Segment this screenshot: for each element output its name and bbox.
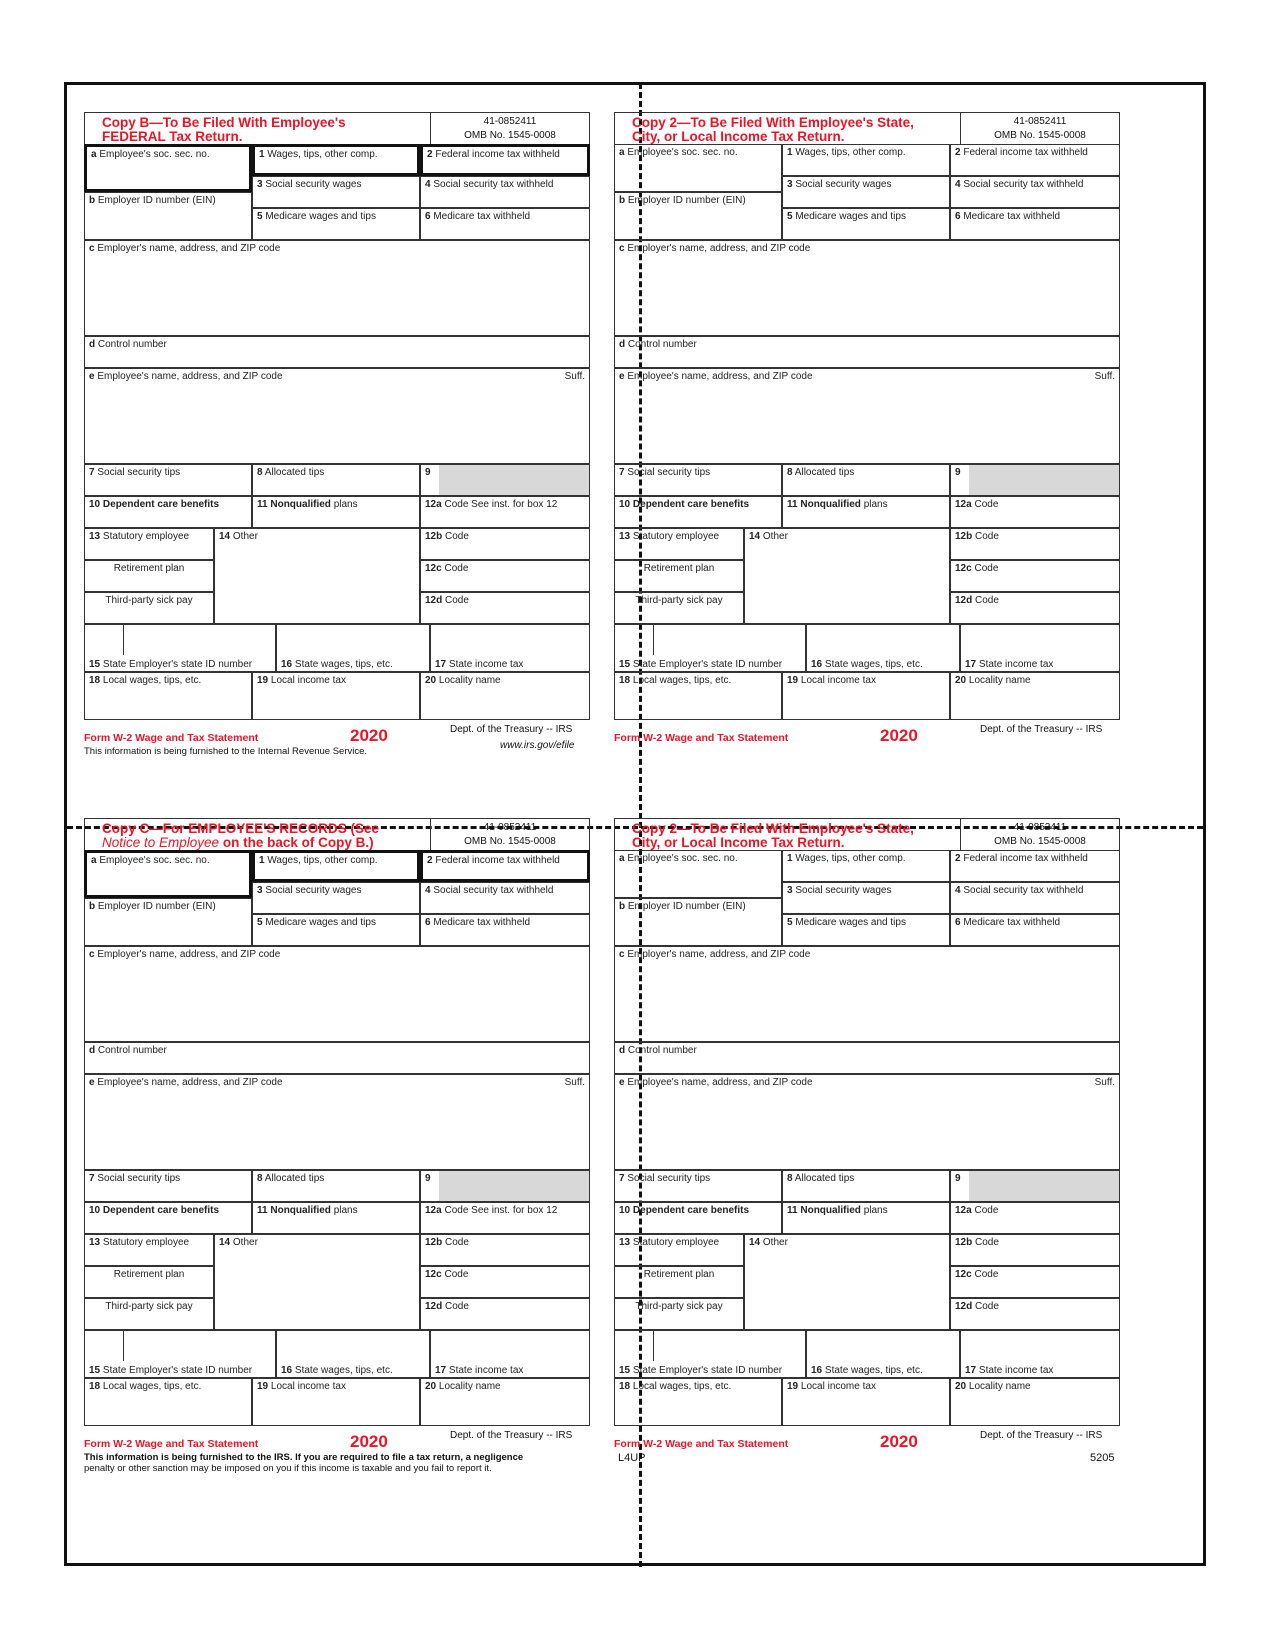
omb-number: OMB No. 1545-0008 [994,836,1086,847]
box-13-statutory[interactable]: 13 Statutory employee [614,528,744,560]
box-20-locality[interactable]: 20 Locality name [420,1378,590,1426]
ein-number: 41-0852411 [483,822,537,833]
box-d-control[interactable]: d Control number [614,1042,1120,1074]
ein-number: 41-0852411 [1013,822,1067,833]
box-3-ss-wages[interactable]: 3 Social security wages [252,176,420,208]
box-7-ss-tips[interactable]: 7 Social security tips [614,1170,782,1202]
box-12c[interactable]: 12c Code [420,560,590,592]
box-14-other[interactable]: 14 Other [214,528,420,624]
box-9-shaded [969,1171,1119,1201]
form-number: 5205 [1090,1452,1115,1464]
box-7-ss-tips[interactable]: 7 Social security tips [84,1170,252,1202]
box-7-ss-tips[interactable]: 7 Social security tips [614,464,782,496]
box-9-shaded [969,465,1119,495]
box-19-local-tax[interactable]: 19 Local income tax [782,672,950,720]
suffix-label: Suff. [564,1077,585,1088]
tax-year: 2020 [880,726,918,745]
box-20-locality[interactable]: 20 Locality name [950,1378,1120,1426]
header-right [960,818,1120,850]
box-e-employee[interactable]: e Employee's name, address, and ZIP code Suff. [614,368,1120,464]
treasury-label: Dept. of the Treasury -- IRS [980,724,1103,735]
box-13-third-party[interactable]: Third-party sick pay [84,1298,214,1330]
box-d-control[interactable]: d Control number [84,1042,590,1074]
box-15-state[interactable]: 15 State Employer's state ID number [614,624,806,672]
box-c-employer[interactable]: c Employer's name, address, and ZIP code [614,946,1120,1042]
box-15-state[interactable]: 15 State Employer's state ID number [84,624,276,672]
box-a-ssn[interactable]: a Employee's soc. sec. no. [84,144,252,192]
title-line-2: FEDERAL Tax Return. [102,129,243,144]
box-13-statutory[interactable]: 13 Statutory employee [614,1234,744,1266]
box-b-ein[interactable]: b Employer ID number (EIN) [614,898,782,946]
irs-efile-link[interactable]: www.irs.gov/efile [500,740,575,751]
box-15-state[interactable]: 15 State Employer's state ID number [614,1330,806,1378]
w2-copy-b [84,112,614,757]
box-a-ssn[interactable]: a Employee's soc. sec. no. [84,850,252,898]
copy-title [632,822,962,850]
box-9-shaded [439,1171,589,1201]
box-d-control[interactable]: d Control number [614,336,1120,368]
box-10-dependent-care[interactable]: 10 Dependent care benefits [84,1202,252,1234]
box-11-nonqualified[interactable]: 11 Nonqualified plans [252,496,420,528]
copy-title [102,822,432,850]
box-4-ss-tax[interactable]: 4 Social security tax withheld [950,882,1120,914]
form-name: Form W-2 Wage and Tax Statement [614,732,789,744]
box-5-medicare-wages[interactable]: 5 Medicare wages and tips [782,208,950,240]
box-c-employer[interactable]: c Employer's name, address, and ZIP code [84,946,590,1042]
box-17-state-tax[interactable]: 17 State income tax [960,1330,1120,1378]
box-13-third-party[interactable]: Third-party sick pay [84,592,214,624]
box-20-locality[interactable]: 20 Locality name [420,672,590,720]
box-15-divider [123,625,124,655]
box-1-wages[interactable]: 1 Wages, tips, other comp. [782,144,950,176]
box-b-ein[interactable]: b Employer ID number (EIN) [84,898,252,946]
tax-year: 2020 [350,726,388,745]
box-b-ein[interactable]: b Employer ID number (EIN) [84,192,252,240]
box-e-employee[interactable]: e Employee's name, address, and ZIP code Suff. [84,368,590,464]
box-19-local-tax[interactable]: 19 Local income tax [252,672,420,720]
box-a-ssn[interactable]: a Employee's soc. sec. no. [614,144,782,192]
box-12b[interactable]: 12b Code [420,528,590,560]
box-12c[interactable]: 12c Code [420,1266,590,1298]
box-8-allocated-tips[interactable]: 8 Allocated tips [782,1170,950,1202]
title-line-1: Copy C—For EMPLOYEE'S RECORDS (See [102,821,380,836]
box-4-ss-tax[interactable]: 4 Social security tax withheld [420,882,590,914]
treasury-label: Dept. of the Treasury -- IRS [450,724,573,735]
box-12-note: See inst. for box 12 [471,499,558,510]
box-17-state-tax[interactable]: 17 State income tax [430,624,590,672]
box-15-divider [123,1331,124,1361]
box-c-employer[interactable]: c Employer's name, address, and ZIP code [84,240,590,336]
header-right [960,112,1120,144]
box-16-state-wages[interactable]: 16 State wages, tips, etc. [806,624,960,672]
ein-number: 41-0852411 [1013,116,1067,127]
box-6-medicare-tax[interactable]: 6 Medicare tax withheld [950,914,1120,946]
box-18-local-wages[interactable]: 18 Local wages, tips, etc. [614,672,782,720]
box-15-divider [653,625,654,655]
box-9: 9 [420,1170,590,1202]
box-12c[interactable]: 12c Code [950,560,1120,592]
box-1-wages[interactable]: 1 Wages, tips, other comp. [252,144,420,176]
box-5-medicare-wages[interactable]: 5 Medicare wages and tips [252,208,420,240]
box-2-federal-tax[interactable]: 2 Federal income tax withheld [420,144,590,176]
box-16-state-wages[interactable]: 16 State wages, tips, etc. [276,624,430,672]
box-a-ssn[interactable]: a Employee's soc. sec. no. [614,850,782,898]
box-2-federal-tax[interactable]: 2 Federal income tax withheld [950,144,1120,176]
box-13-statutory[interactable]: 13 Statutory employee [84,1234,214,1266]
tax-year: 2020 [350,1432,388,1451]
box-13-retirement[interactable]: Retirement plan [614,1266,744,1298]
suffix-label: Suff. [564,371,585,382]
title-line-2: City, or Local Income Tax Return. [632,835,845,850]
box-14-other[interactable]: 14 Other [744,1234,950,1330]
suffix-label: Suff. [1094,371,1115,382]
box-3-ss-wages[interactable]: 3 Social security wages [782,176,950,208]
box-11-nonqualified[interactable]: 11 Nonqualified plans [782,496,950,528]
header-right [430,818,590,850]
omb-number: OMB No. 1545-0008 [464,130,556,141]
box-13-third-party[interactable]: Third-party sick pay [614,1298,744,1330]
box-6-medicare-tax[interactable]: 6 Medicare tax withheld [950,208,1120,240]
box-17-state-tax[interactable]: 17 State income tax [960,624,1120,672]
w2-copy-two-bottom [614,818,1144,1464]
box-9: 9 [950,464,1120,496]
box-12a[interactable]: 12a Code See inst. for box 12 [420,496,590,528]
box-12a[interactable]: 12a Code See inst. for box 12 [420,1202,590,1234]
box-20-locality[interactable]: 20 Locality name [950,672,1120,720]
box-14-other[interactable]: 14 Other [214,1234,420,1330]
footer-note: This information is being furnished to the IRS. If you are required to file a tax return, a negligence penalty or other sanction may be imposed on you if this income is taxable and you fail to report it. [84,1452,524,1474]
box-12b[interactable]: 12b Code [950,1234,1120,1266]
box-9-shaded [439,465,589,495]
box-c-employer[interactable]: c Employer's name, address, and ZIP code [614,240,1120,336]
box-3-ss-wages[interactable]: 3 Social security wages [782,882,950,914]
box-16-state-wages[interactable]: 16 State wages, tips, etc. [806,1330,960,1378]
box-13-retirement[interactable]: Retirement plan [84,560,214,592]
box-12d[interactable]: 12d Code [950,592,1120,624]
box-18-local-wages[interactable]: 18 Local wages, tips, etc. [84,1378,252,1426]
box-8-allocated-tips[interactable]: 8 Allocated tips [252,464,420,496]
box-12d[interactable]: 12d Code [950,1298,1120,1330]
title-line-2: City, or Local Income Tax Return. [632,129,845,144]
box-1-wages[interactable]: 1 Wages, tips, other comp. [782,850,950,882]
box-8-allocated-tips[interactable]: 8 Allocated tips [782,464,950,496]
box-15-divider [653,1331,654,1361]
box-e-employee[interactable]: e Employee's name, address, and ZIP code Suff. [84,1074,590,1170]
box-8-allocated-tips[interactable]: 8 Allocated tips [252,1170,420,1202]
box-12b[interactable]: 12b Code [420,1234,590,1266]
suffix-label: Suff. [1094,1077,1115,1088]
box-13-retirement[interactable]: Retirement plan [84,1266,214,1298]
box-4-ss-tax[interactable]: 4 Social security tax withheld [420,176,590,208]
box-2-federal-tax[interactable]: 2 Federal income tax withheld [420,850,590,882]
box-18-local-wages[interactable]: 18 Local wages, tips, etc. [614,1378,782,1426]
treasury-label: Dept. of the Treasury -- IRS [450,1430,573,1441]
box-3-ss-wages[interactable]: 3 Social security wages [252,882,420,914]
box-10-dependent-care[interactable]: 10 Dependent care benefits [614,496,782,528]
box-15-state[interactable]: 15 State Employer's state ID number [84,1330,276,1378]
tax-year: 2020 [880,1432,918,1451]
box-5-medicare-wages[interactable]: 5 Medicare wages and tips [252,914,420,946]
omb-number: OMB No. 1545-0008 [464,836,556,847]
title-line-1: Copy 2—To Be Filed With Employee's State, [632,115,914,130]
copy-title [102,116,432,144]
box-11-nonqualified[interactable]: 11 Nonqualified plans [252,1202,420,1234]
box-e-employee[interactable]: e Employee's name, address, and ZIP code Suff. [614,1074,1120,1170]
form-code: L4UP [618,1452,646,1464]
box-12-note: See inst. for box 12 [471,1205,558,1216]
box-13-statutory[interactable]: 13 Statutory employee [84,528,214,560]
box-10-dependent-care[interactable]: 10 Dependent care benefits [614,1202,782,1234]
copy-title [632,116,962,144]
title-line-1: Copy 2—To Be Filed With Employee's State, [632,821,914,836]
box-2-federal-tax[interactable]: 2 Federal income tax withheld [950,850,1120,882]
footer-note: This information is being furnished to the Internal Revenue Service. [84,746,368,757]
box-19-local-tax[interactable]: 19 Local income tax [252,1378,420,1426]
box-12d[interactable]: 12d Code [420,1298,590,1330]
box-12c[interactable]: 12c Code [950,1266,1120,1298]
box-16-state-wages[interactable]: 16 State wages, tips, etc. [276,1330,430,1378]
box-12a[interactable]: 12a Code [950,496,1120,528]
box-13-retirement[interactable]: Retirement plan [614,560,744,592]
box-12a[interactable]: 12a Code [950,1202,1120,1234]
box-1-wages[interactable]: 1 Wages, tips, other comp. [252,850,420,882]
omb-number: OMB No. 1545-0008 [994,130,1086,141]
box-b-ein[interactable]: b Employer ID number (EIN) [614,192,782,240]
form-name: Form W-2 Wage and Tax Statement [84,1438,259,1450]
title-line-1: Copy B—To Be Filed With Employee's [102,115,346,130]
form-name: Form W-2 Wage and Tax Statement [614,1438,789,1450]
w2-copy-c [84,818,614,1474]
box-6-medicare-tax[interactable]: 6 Medicare tax withheld [420,914,590,946]
box-12b[interactable]: 12b Code [950,528,1120,560]
box-6-medicare-tax[interactable]: 6 Medicare tax withheld [420,208,590,240]
box-9: 9 [420,464,590,496]
box-19-local-tax[interactable]: 19 Local income tax [782,1378,950,1426]
box-d-control[interactable]: d Control number [84,336,590,368]
box-11-nonqualified[interactable]: 11 Nonqualified plans [782,1202,950,1234]
box-9: 9 [950,1170,1120,1202]
box-13-third-party[interactable]: Third-party sick pay [614,592,744,624]
treasury-label: Dept. of the Treasury -- IRS [980,1430,1103,1441]
header-right [430,112,590,144]
box-12d[interactable]: 12d Code [420,592,590,624]
box-17-state-tax[interactable]: 17 State income tax [430,1330,590,1378]
ein-number: 41-0852411 [483,116,537,127]
box-7-ss-tips[interactable]: 7 Social security tips [84,464,252,496]
box-4-ss-tax[interactable]: 4 Social security tax withheld [950,176,1120,208]
w2-copy-two-top [614,112,1144,752]
form-name: Form W-2 Wage and Tax Statement [84,732,259,744]
box-10-dependent-care[interactable]: 10 Dependent care benefits [84,496,252,528]
box-5-medicare-wages[interactable]: 5 Medicare wages and tips [782,914,950,946]
box-14-other[interactable]: 14 Other [744,528,950,624]
box-18-local-wages[interactable]: 18 Local wages, tips, etc. [84,672,252,720]
title-line-2: Notice to Employee on the back of Copy B.) [102,835,374,850]
